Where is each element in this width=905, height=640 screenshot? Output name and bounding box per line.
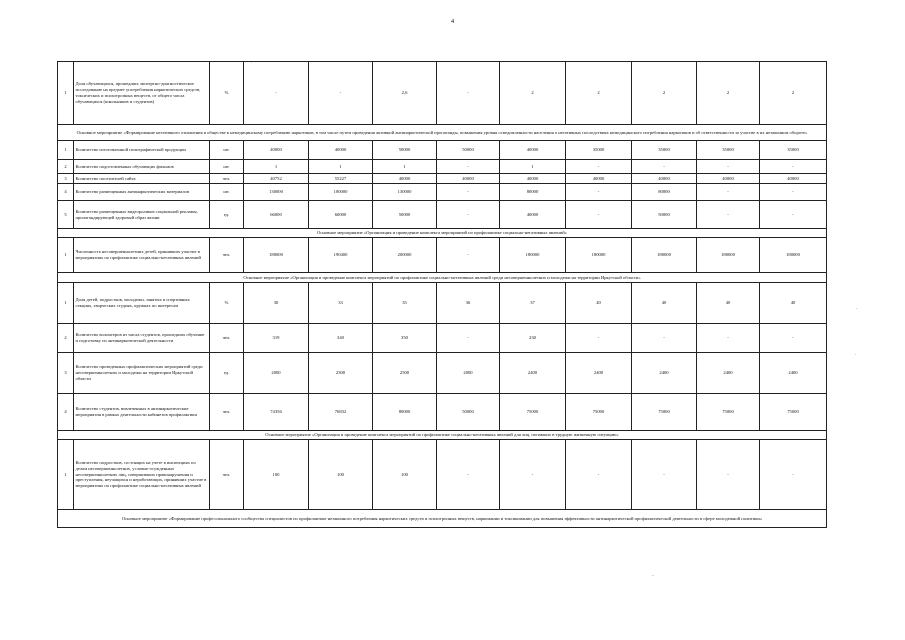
value-cell: 2400 <box>632 353 697 394</box>
value-cell: - <box>437 440 500 510</box>
section-title: Основное мероприятие «Формирование профессионального сообщества специалистов по профилактике незаконного потребления наркотических средств и психотропных веществ, наркомании и токсикомании для повышения эффективности антинаркотической профилактической деятельности в сфере молодежной политики» <box>58 510 827 528</box>
value-cell: 40 <box>760 283 827 324</box>
value-cell: 180000 <box>500 238 566 273</box>
value-cell: 2 <box>697 62 760 125</box>
indicator-name: Количество подростков, состоящих на учете в инспекциях по делам несовершеннолетних, условно-осужденных несовершеннолетних лиц, совершивших правонарушения и преступления, неучащихся и неработающих, принявших участие в мероприятиях по профилактике социально-негативных явлений <box>74 440 210 510</box>
unit-cell: чел. <box>210 440 244 510</box>
row-number: 1 <box>58 440 74 510</box>
page-number: 4 <box>450 18 455 25</box>
unit-cell: % <box>210 283 244 324</box>
row-number: 1 <box>58 141 74 160</box>
value-cell: 50000 <box>373 141 437 160</box>
table-row <box>58 324 827 353</box>
value-cell: 230 <box>500 324 566 353</box>
value-cell: - <box>760 160 827 174</box>
row-number: 5 <box>58 201 74 229</box>
value-cell: 2,6 <box>373 62 437 125</box>
value-cell: 40 <box>632 283 697 324</box>
value-cell: 180000 <box>632 238 697 273</box>
value-cell: 319 <box>244 324 309 353</box>
row-number: 3 <box>58 174 74 184</box>
value-cell: 350 <box>373 324 437 353</box>
table-row <box>58 201 827 229</box>
value-cell: 33 <box>309 283 373 324</box>
value-cell: - <box>760 184 827 201</box>
value-cell: 1 <box>309 160 373 174</box>
unit-cell: шт. <box>210 160 244 174</box>
value-cell: 75000 <box>697 394 760 431</box>
value-cell: 40000 <box>566 174 632 184</box>
table-row <box>58 62 827 125</box>
value-cell: 35000 <box>632 141 697 160</box>
value-cell: - <box>697 324 760 353</box>
indicator-name: Количество студентов, вовлеченных в антинаркотические мероприятия в рамках деятельности кабинетов профилактики <box>74 394 210 431</box>
value-cell: 2 <box>632 62 697 125</box>
value-cell: 40000 <box>632 174 697 184</box>
table-row <box>58 353 827 394</box>
value-cell: 1 <box>244 160 309 174</box>
value-cell: 74356 <box>244 394 309 431</box>
value-cell: - <box>437 201 500 229</box>
value-cell: 66000 <box>244 201 309 229</box>
value-cell: - <box>697 160 760 174</box>
value-cell: - <box>566 201 632 229</box>
value-cell: 50000 <box>437 141 500 160</box>
value-cell: 60000 <box>309 201 373 229</box>
value-cell: 2400 <box>500 353 566 394</box>
indicator-name: Доля обучающихся, прошедших экспертно-диагностическое исследование на предмет употребления наркотических средств, токсических и психотропных веществ, от общего числа обучающихся (школьников и студентов) <box>74 62 210 125</box>
value-cell: 180000 <box>760 238 827 273</box>
value-cell: 130000 <box>373 184 437 201</box>
table-row <box>58 141 827 160</box>
value-cell: 35000 <box>566 141 632 160</box>
section-title: Основное мероприятие «Организация и проведение комплекса мероприятий по профилактике социально-негативных явлений среди несовершеннолетних и молодежи на территории Иркутской области» <box>58 273 827 283</box>
row-number: 4 <box>58 394 74 431</box>
value-cell: 2000 <box>244 353 309 394</box>
table-row <box>58 283 827 324</box>
section-title: Основное мероприятие «Организация и проведение комплекса мероприятий по профилактике социально-негативных явлений» <box>58 229 827 238</box>
value-cell: 35 <box>373 283 437 324</box>
value-cell: - <box>500 440 566 510</box>
value-cell: 2400 <box>566 353 632 394</box>
value-cell: 80000 <box>373 394 437 431</box>
value-cell: 100000 <box>309 184 373 201</box>
value-cell: 2000 <box>437 353 500 394</box>
value-cell: 37 <box>500 283 566 324</box>
value-cell: 55227 <box>309 174 373 184</box>
indicator-name: Количество волонтеров из числа студентов, прошедших обучение и подготовку по антинаркотической деятельности <box>74 324 210 353</box>
value-cell: 40000 <box>500 201 566 229</box>
table-row <box>58 160 827 174</box>
value-cell: 100 <box>373 440 437 510</box>
table-row <box>58 184 827 201</box>
value-cell: - <box>309 62 373 125</box>
indicator-name: Доля детей, подростков, молодежи, занятых в спортивных секциях, творческих студиях, кружках по интересам <box>74 283 210 324</box>
value-cell: 40000 <box>697 174 760 184</box>
indicators-table <box>57 61 827 528</box>
indicator-name: Количество размещенных антинаркотических материалов <box>74 184 210 201</box>
value-cell: 40000 <box>760 174 827 184</box>
value-cell: 2 <box>760 62 827 125</box>
value-cell: 100 <box>309 440 373 510</box>
value-cell: 40752 <box>244 174 309 184</box>
unit-cell: шт. <box>210 184 244 201</box>
value-cell: 30 <box>244 283 309 324</box>
value-cell: 180000 <box>566 238 632 273</box>
table-row <box>58 174 827 184</box>
value-cell: - <box>566 184 632 201</box>
value-cell: - <box>697 440 760 510</box>
indicator-name: Количество проведенных профилактических мероприятий среди несовершеннолетних и молодежи на территории Иркутской области <box>74 353 210 394</box>
value-cell: - <box>437 160 500 174</box>
scan-speck: - <box>652 574 654 579</box>
value-cell: 50000 <box>373 201 437 229</box>
unit-cell: чел. <box>210 324 244 353</box>
value-cell: - <box>566 440 632 510</box>
value-cell: - <box>566 324 632 353</box>
value-cell: 75000 <box>566 394 632 431</box>
value-cell: 130000 <box>244 184 309 201</box>
unit-cell: ед. <box>210 201 244 229</box>
value-cell: 2500 <box>373 353 437 394</box>
section-row <box>58 125 827 141</box>
section-row <box>58 431 827 440</box>
value-cell: - <box>697 201 760 229</box>
value-cell: 40000 <box>500 141 566 160</box>
indicator-name: Количество размещенных видеороликов социальной рекламы, пропагандирующей здоровый образ жизни <box>74 201 210 229</box>
row-number: 2 <box>58 160 74 174</box>
section-row <box>58 273 827 283</box>
value-cell: 200000 <box>373 238 437 273</box>
indicator-name: Численность несовершеннолетних детей, принявших участие в мероприятиях по профилактике социально-негативных явлений <box>74 238 210 273</box>
value-cell: 40000 <box>437 174 500 184</box>
value-cell: - <box>437 238 500 273</box>
value-cell: - <box>760 201 827 229</box>
value-cell: - <box>760 324 827 353</box>
scan-speck: . <box>855 352 857 357</box>
table-row <box>58 440 827 510</box>
value-cell: 75000 <box>500 394 566 431</box>
value-cell: 340 <box>309 324 373 353</box>
value-cell: 2300 <box>309 353 373 394</box>
value-cell: 2 <box>500 62 566 125</box>
section-row <box>58 510 827 528</box>
value-cell: 50000 <box>632 201 697 229</box>
section-title: Основное мероприятие «Организация и проведение комплекса мероприятий по профилактике социально-негативных явлений для лиц, попавших в трудную жизненную ситуацию» <box>58 431 827 440</box>
value-cell: 1 <box>373 160 437 174</box>
value-cell: - <box>760 440 827 510</box>
section-row <box>58 229 827 238</box>
scan-speck: . <box>251 60 253 65</box>
value-cell: - <box>437 62 500 125</box>
value-cell: 180000 <box>697 238 760 273</box>
value-cell: 40 <box>566 283 632 324</box>
unit-cell: чел. <box>210 394 244 431</box>
value-cell: 40000 <box>309 141 373 160</box>
value-cell: - <box>437 324 500 353</box>
value-cell: 180000 <box>244 238 309 273</box>
value-cell: 36 <box>437 283 500 324</box>
row-number: 4 <box>58 184 74 201</box>
row-number: 3 <box>58 353 74 394</box>
unit-cell: % <box>210 62 244 125</box>
table-row <box>58 394 827 431</box>
value-cell: 40000 <box>373 174 437 184</box>
value-cell: 35000 <box>697 141 760 160</box>
value-cell: 40000 <box>244 141 309 160</box>
value-cell: 40 <box>697 283 760 324</box>
value-cell: 2400 <box>697 353 760 394</box>
unit-cell: чел. <box>210 174 244 184</box>
unit-cell: шт. <box>210 141 244 160</box>
unit-cell: ед. <box>210 353 244 394</box>
indicator-name: Количество подготовленных обучающих фильмов <box>74 160 210 174</box>
value-cell: - <box>244 62 309 125</box>
row-number: 2 <box>58 324 74 353</box>
value-cell: 1 <box>500 160 566 174</box>
value-cell: 2 <box>566 62 632 125</box>
value-cell: - <box>632 160 697 174</box>
row-number: 1 <box>58 238 74 273</box>
section-title: Основное мероприятие «Формирование негативного отношения в обществе к немедицинскому потреблению наркотиков, в том числе путем проведения активной антинаркотической пропаганды, повышения уровня осведомленности населения о негативных последствиях немедицинского потребления наркотиков и об ответственности за участие в их незаконном обороте» <box>58 125 827 141</box>
table-row <box>58 238 827 273</box>
value-cell: - <box>437 184 500 201</box>
value-cell: 50000 <box>437 394 500 431</box>
indicator-name: Количество изготовленной полиграфической продукции <box>74 141 210 160</box>
value-cell: 2400 <box>760 353 827 394</box>
value-cell: 35000 <box>760 141 827 160</box>
value-cell: 75000 <box>632 394 697 431</box>
value-cell: - <box>566 160 632 174</box>
value-cell: 100 <box>244 440 309 510</box>
value-cell: - <box>632 440 697 510</box>
value-cell: 40000 <box>500 174 566 184</box>
unit-cell: чел. <box>210 238 244 273</box>
value-cell: 80000 <box>632 184 697 201</box>
value-cell: 76832 <box>309 394 373 431</box>
indicator-name: Количество посетителей сайта <box>74 174 210 184</box>
row-number: 1 <box>58 62 74 125</box>
value-cell: 80000 <box>500 184 566 201</box>
value-cell: 190400 <box>309 238 373 273</box>
scan-speck: . <box>856 306 858 311</box>
value-cell: 75000 <box>760 394 827 431</box>
row-number: 1 <box>58 283 74 324</box>
value-cell: - <box>632 324 697 353</box>
value-cell: - <box>697 184 760 201</box>
